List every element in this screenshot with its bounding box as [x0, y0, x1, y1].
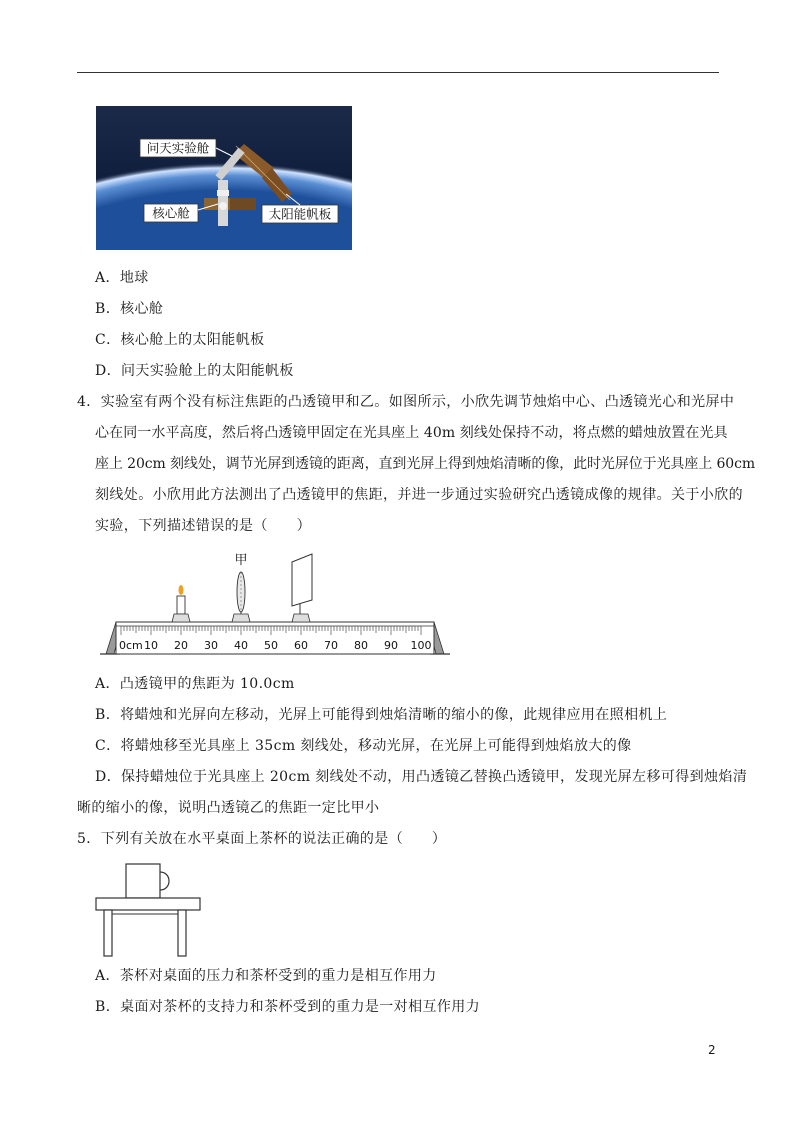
space-station-photo [96, 106, 352, 250]
candle-graphic [172, 585, 190, 622]
scale-tick-label: 40 [234, 639, 248, 652]
q4-stem-line-2: 心在同一水平高度，然后将凸透镜甲固定在光具座上 40m 刻线处保持不动，将点燃的蜡烛放置在光具 [95, 425, 728, 441]
header-rule [77, 72, 719, 73]
svg-text:核心舱: 核心舱 [152, 205, 190, 221]
scale-tick-label: 50 [264, 639, 278, 652]
lens-label: 甲 [234, 553, 248, 568]
page-number: 2 [708, 1043, 716, 1057]
q4-stem-line-5: 实验，下列描述错误的是（ ） [95, 518, 311, 534]
scale-tick-label: 60 [294, 639, 308, 652]
screen-graphic [292, 554, 312, 622]
scale-tick-label: 20 [174, 639, 188, 652]
scale-tick-label: 0cm [119, 639, 143, 652]
q3-option-b: B．核心舱 [95, 301, 164, 317]
lens-graphic [232, 553, 250, 622]
svg-text:太阳能帆板: 太阳能帆板 [268, 206, 332, 222]
scale-tick-label: 70 [324, 639, 338, 652]
optical-bench-diagram [100, 548, 450, 660]
q4-stem-line-3: 座上 20cm 刻线处，调节光屏到透镜的距离，直到光屏上得到烛焰清晰的像，此时光屏位于光具座上 60cm [95, 456, 756, 472]
scale-tick-label: 30 [204, 639, 218, 652]
svg-text:问天实验舱: 问天实验舱 [146, 140, 210, 156]
q4-option-d-line-2: 晰的缩小的像，说明凸透镜乙的焦距一定比甲小 [77, 800, 380, 816]
q3-option-a: A．地球 [95, 270, 149, 286]
scale-tick-label: 100 [410, 639, 432, 652]
q5-option-a: A．茶杯对桌面的压力和茶杯受到的重力是相互作用力 [95, 968, 437, 984]
q4-option-b: B．将蜡烛和光屏向左移动，光屏上可能得到烛焰清晰的缩小的像，此规律应用在照相机上 [95, 707, 668, 723]
q3-option-c: C．核心舱上的太阳能帆板 [95, 332, 265, 348]
q4-option-c: C．将蜡烛移至光具座上 35cm 刻线处，移动光屏，在光屏上可能得到烛焰放大的像 [95, 738, 632, 754]
cup-on-table-diagram [92, 860, 206, 960]
q4-option-d-line-1: D．保持蜡烛位于光具座上 20cm 刻线处不动，用凸透镜乙替换凸透镜甲，发现光屏左移可得到烛焰清 [95, 769, 748, 785]
q4-stem-line-1: 4．实验室有两个没有标注焦距的凸透镜甲和乙。如图所示，小欣先调节烛焰中心、凸透镜光心和光屏中 [77, 394, 735, 410]
q5-option-b: B．桌面对茶杯的支持力和茶杯受到的重力是一对相互作用力 [95, 999, 481, 1015]
q4-option-a: A．凸透镜甲的焦距为 10.0cm [95, 676, 295, 692]
scale-tick-label: 10 [144, 639, 158, 652]
q5-stem: 5．下列有关放在水平桌面上茶杯的说法正确的是（ ） [77, 831, 447, 847]
scale-tick-label: 80 [354, 639, 368, 652]
scale-tick-label: 90 [384, 639, 398, 652]
q4-stem-line-4: 刻线处。小欣用此方法测出了凸透镜甲的焦距，并进一步通过实验研究凸透镜成像的规律。关于小欣的 [95, 487, 743, 503]
q3-option-d: D．问天实验舱上的太阳能帆板 [95, 363, 294, 379]
